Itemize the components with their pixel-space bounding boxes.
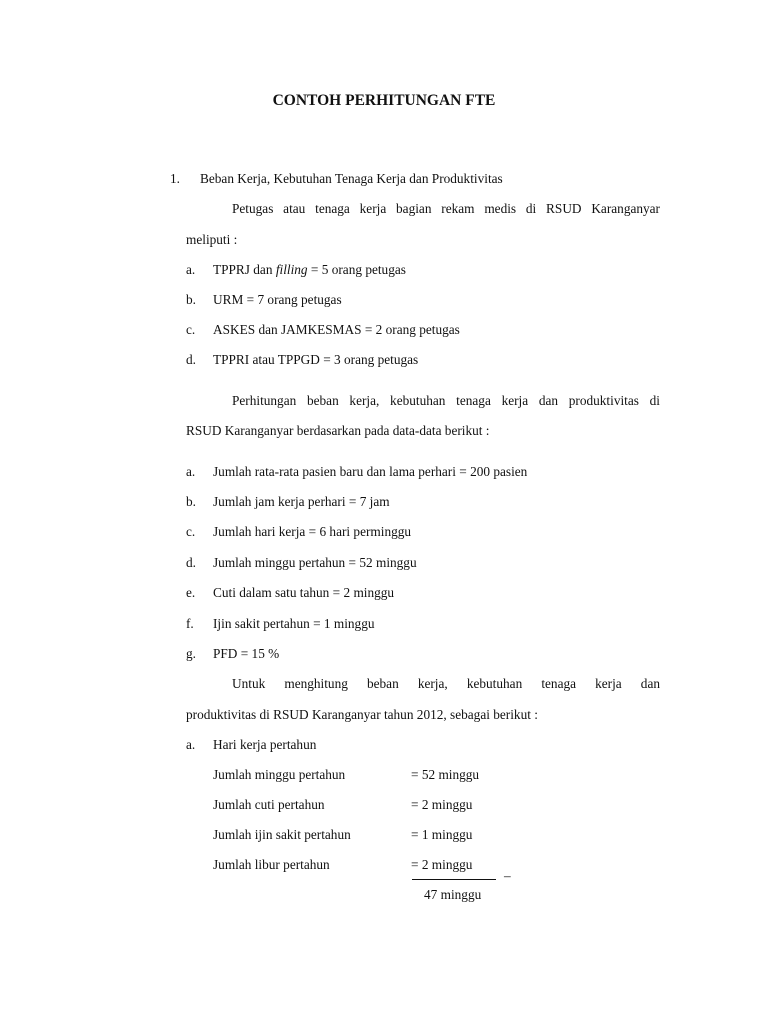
list-item: Ijin sakit pertahun = 1 minggu: [213, 616, 375, 631]
calc-value: = 2 minggu: [411, 797, 473, 812]
list-item: TPPRJ dan filling = 5 orang petugas: [213, 262, 406, 277]
calc-label: Jumlah cuti pertahun: [213, 797, 325, 812]
paragraph-2-line-2: RSUD Karanganyar berdasarkan pada data-data berikut :: [186, 423, 490, 438]
list-marker: e.: [186, 585, 196, 600]
list-marker: b.: [186, 292, 196, 307]
list-item: URM = 7 orang petugas: [213, 292, 342, 307]
paragraph-2-line-1: Perhitungan beban kerja, kebutuhan tenaga kerja dan produktivitas di: [232, 393, 660, 408]
list-marker: g.: [186, 646, 196, 661]
page-title: CONTOH PERHITUNGAN FTE: [272, 92, 496, 109]
calc-label: Jumlah ijin sakit pertahun: [213, 827, 351, 842]
list-item: ASKES dan JAMKESMAS = 2 orang petugas: [213, 322, 460, 337]
list-item: Jumlah rata-rata pasien baru dan lama perhari = 200 pasien: [213, 464, 528, 479]
list-marker: a.: [186, 464, 196, 479]
calc-value: = 52 minggu: [411, 767, 480, 782]
list-item: Jumlah minggu pertahun = 52 minggu: [213, 555, 417, 570]
section-heading: Beban Kerja, Kebutuhan Tenaga Kerja dan Produktivitas: [200, 171, 503, 186]
list-marker: d.: [186, 352, 196, 367]
list-item: PFD = 15 %: [213, 646, 280, 661]
paragraph-1-line-2: meliputi :: [186, 232, 238, 247]
list-marker: f.: [186, 616, 194, 631]
list-marker: b.: [186, 494, 196, 509]
list-marker: c.: [186, 524, 196, 539]
calc-heading: Hari kerja pertahun: [213, 737, 317, 752]
calc-label: Jumlah libur pertahun: [213, 857, 330, 872]
list-marker: a.: [186, 262, 196, 277]
list-item: TPPRI atau TPPGD = 3 orang petugas: [213, 352, 419, 367]
list-marker: d.: [186, 555, 196, 570]
list-item: Cuti dalam satu tahun = 2 minggu: [213, 585, 395, 600]
list-item: Jumlah jam kerja perhari = 7 jam: [213, 494, 390, 509]
list-marker: a.: [186, 737, 196, 752]
subtract-operator: –: [504, 868, 511, 883]
section-number: 1.: [170, 171, 180, 186]
calc-value: = 1 minggu: [411, 827, 473, 842]
paragraph-1-line-1: Petugas atau tenaga kerja bagian rekam medis di RSUD Karanganyar: [232, 201, 660, 216]
list-marker: c.: [186, 322, 196, 337]
calc-label: Jumlah minggu pertahun: [213, 767, 346, 782]
paragraph-3-line-2: produktivitas di RSUD Karanganyar tahun 2012, sebagai berikut :: [186, 707, 538, 722]
calc-value: = 2 minggu: [411, 857, 473, 872]
sum-divider: [412, 879, 496, 880]
paragraph-3-line-1: Untuk menghitung beban kerja, kebutuhan tenaga kerja dan: [232, 676, 660, 691]
list-item: Jumlah hari kerja = 6 hari perminggu: [213, 524, 412, 539]
calc-total: 47 minggu: [424, 887, 482, 902]
